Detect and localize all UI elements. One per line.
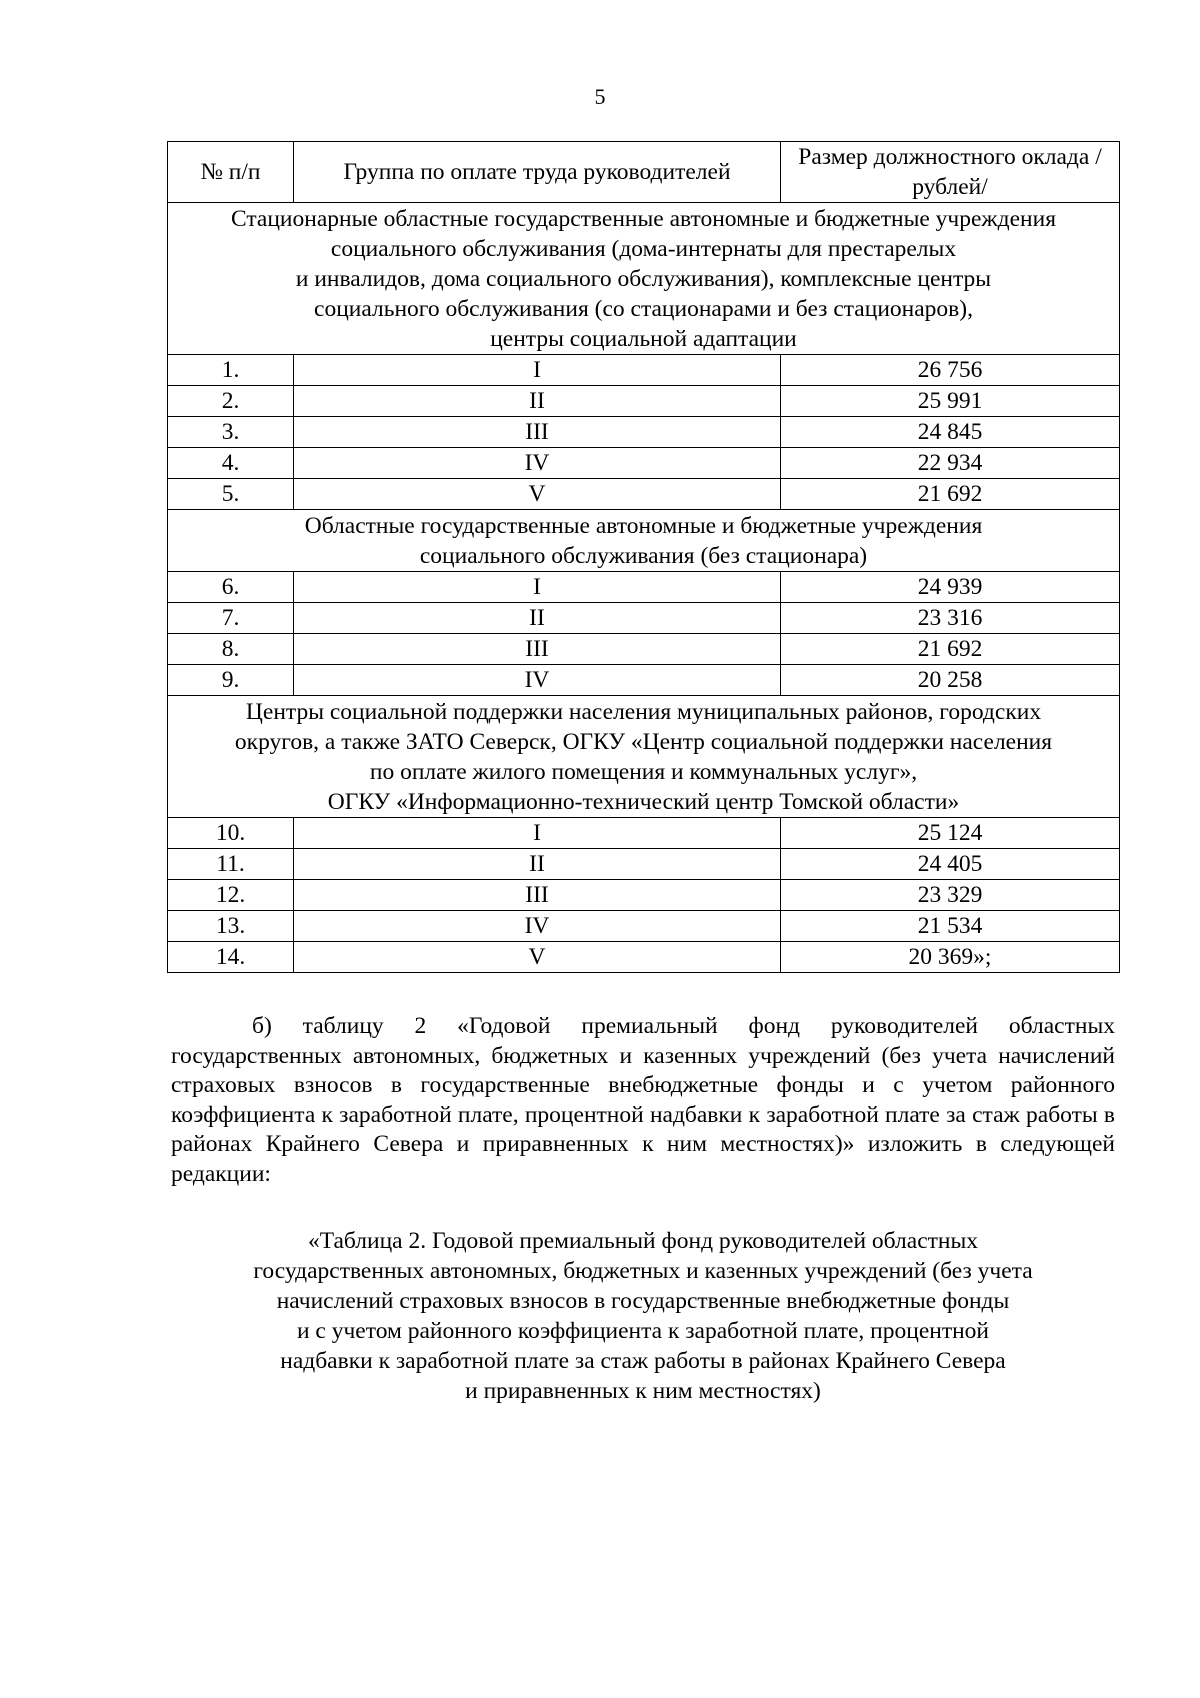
cell-salary: 26 756 bbox=[781, 355, 1120, 386]
header-num: № п/п bbox=[168, 142, 294, 203]
table-row bbox=[168, 665, 1120, 696]
table-row bbox=[168, 818, 1120, 849]
section-title bbox=[168, 203, 1120, 355]
cell-num: 10. bbox=[168, 818, 294, 849]
header-salary: Размер должностного оклада /рублей/ bbox=[781, 142, 1120, 203]
table-row bbox=[168, 417, 1120, 448]
header-group: Группа по оплате труда руководителей bbox=[294, 142, 781, 203]
section-title-line: ОГКУ «Информационно-технический центр Томской области» bbox=[327, 789, 960, 815]
section-title-line: Областные государственные автономные и бюджетные учреждения bbox=[304, 513, 983, 539]
cell-salary: 25 124 bbox=[781, 818, 1120, 849]
cell-group: IV bbox=[294, 665, 781, 696]
section-title-line: социального обслуживания (со стационарами и без стационаров), bbox=[314, 296, 973, 322]
section-title-line: округов, а также ЗАТО Северск, ОГКУ «Центр социальной поддержки населения bbox=[234, 729, 1053, 755]
cell-group: V bbox=[294, 479, 781, 510]
table-row bbox=[168, 880, 1120, 911]
cell-num: 12. bbox=[168, 880, 294, 911]
cell-salary: 21 534 bbox=[781, 911, 1120, 942]
cell-salary: 21 692 bbox=[781, 634, 1120, 665]
caption-line: надбавки к заработной плате за стаж работы в районах Крайнего Севера bbox=[280, 1348, 1006, 1374]
cell-num: 13. bbox=[168, 911, 294, 942]
section-title-line: и инвалидов, дома социального обслуживания), комплексные центры bbox=[295, 266, 992, 292]
cell-group: III bbox=[294, 417, 781, 448]
cell-salary: 24 405 bbox=[781, 849, 1120, 880]
cell-salary: 23 316 bbox=[781, 603, 1120, 634]
section-title-line: социального обслуживания (без стационара) bbox=[419, 543, 868, 569]
table-row bbox=[168, 448, 1120, 479]
caption-line: и с учетом районного коэффициента к заработной плате, процентной bbox=[296, 1318, 989, 1344]
table-2-caption bbox=[171, 1226, 1115, 1406]
table-header-row bbox=[168, 142, 1120, 203]
cell-salary: 22 934 bbox=[781, 448, 1120, 479]
table-row bbox=[168, 911, 1120, 942]
cell-group: II bbox=[294, 603, 781, 634]
cell-salary: 20 369»; bbox=[781, 942, 1120, 973]
table-row bbox=[168, 479, 1120, 510]
section-title-line: Центры социальной поддержки населения муниципальных районов, городских bbox=[245, 699, 1042, 725]
table-row bbox=[168, 386, 1120, 417]
cell-num: 4. bbox=[168, 448, 294, 479]
cell-group: III bbox=[294, 634, 781, 665]
amendment-paragraph: б) таблицу 2 «Годовой премиальный фонд руководителей областных государственных автономных, бюджетных и казенных учреждений (без учета начислений страховых взносов в государственные внебюджетные фонды и с учетом районного коэффициента к заработной плате, процентной надбавки к заработной плате за стаж работы в районах Крайнего Севера и приравненных к ним местностях)» изложить в следующей редакции: bbox=[171, 1013, 1115, 1187]
caption-line: и приравненных к ним местностях) bbox=[465, 1378, 821, 1404]
cell-group: I bbox=[294, 355, 781, 386]
cell-salary: 25 991 bbox=[781, 386, 1120, 417]
cell-salary: 20 258 bbox=[781, 665, 1120, 696]
cell-group: IV bbox=[294, 911, 781, 942]
cell-group: I bbox=[294, 572, 781, 603]
cell-num: 5. bbox=[168, 479, 294, 510]
section-title-line: центры социальной адаптации bbox=[490, 326, 797, 352]
cell-salary: 23 329 bbox=[781, 880, 1120, 911]
table-row bbox=[168, 603, 1120, 634]
page-number: 5 bbox=[594, 84, 606, 109]
table-row bbox=[168, 849, 1120, 880]
cell-group: II bbox=[294, 386, 781, 417]
section-header-row bbox=[168, 510, 1120, 572]
salary-table bbox=[167, 141, 1120, 973]
table-row bbox=[168, 355, 1120, 386]
cell-num: 8. bbox=[168, 634, 294, 665]
table-row bbox=[168, 634, 1120, 665]
caption-line: начислений страховых взносов в государственные внебюджетные фонды bbox=[276, 1288, 1010, 1314]
caption-line: государственных автономных, бюджетных и казенных учреждений (без учета bbox=[253, 1258, 1033, 1284]
cell-salary: 24 845 bbox=[781, 417, 1120, 448]
cell-group: IV bbox=[294, 448, 781, 479]
cell-group: II bbox=[294, 849, 781, 880]
table-row bbox=[168, 572, 1120, 603]
cell-num: 11. bbox=[168, 849, 294, 880]
cell-group: V bbox=[294, 942, 781, 973]
cell-num: 1. bbox=[168, 355, 294, 386]
caption-line: «Таблица 2. Годовой премиальный фонд руководителей областных bbox=[307, 1228, 979, 1254]
cell-num: 7. bbox=[168, 603, 294, 634]
table-row bbox=[168, 942, 1120, 973]
cell-group: III bbox=[294, 880, 781, 911]
cell-num: 9. bbox=[168, 665, 294, 696]
cell-num: 2. bbox=[168, 386, 294, 417]
section-title-line: социального обслуживания (дома-интернаты для престарелых bbox=[330, 236, 957, 262]
table-body bbox=[168, 203, 1120, 973]
cell-salary: 21 692 bbox=[781, 479, 1120, 510]
section-header-row bbox=[168, 203, 1120, 355]
section-title-line: по оплате жилого помещения и коммунальных услуг», bbox=[369, 759, 918, 785]
cell-num: 3. bbox=[168, 417, 294, 448]
cell-num: 14. bbox=[168, 942, 294, 973]
section-title bbox=[168, 696, 1120, 818]
section-title bbox=[168, 510, 1120, 572]
cell-salary: 24 939 bbox=[781, 572, 1120, 603]
section-header-row bbox=[168, 696, 1120, 818]
cell-num: 6. bbox=[168, 572, 294, 603]
section-title-line: Стационарные областные государственные автономные и бюджетные учреждения bbox=[230, 206, 1056, 232]
cell-group: I bbox=[294, 818, 781, 849]
